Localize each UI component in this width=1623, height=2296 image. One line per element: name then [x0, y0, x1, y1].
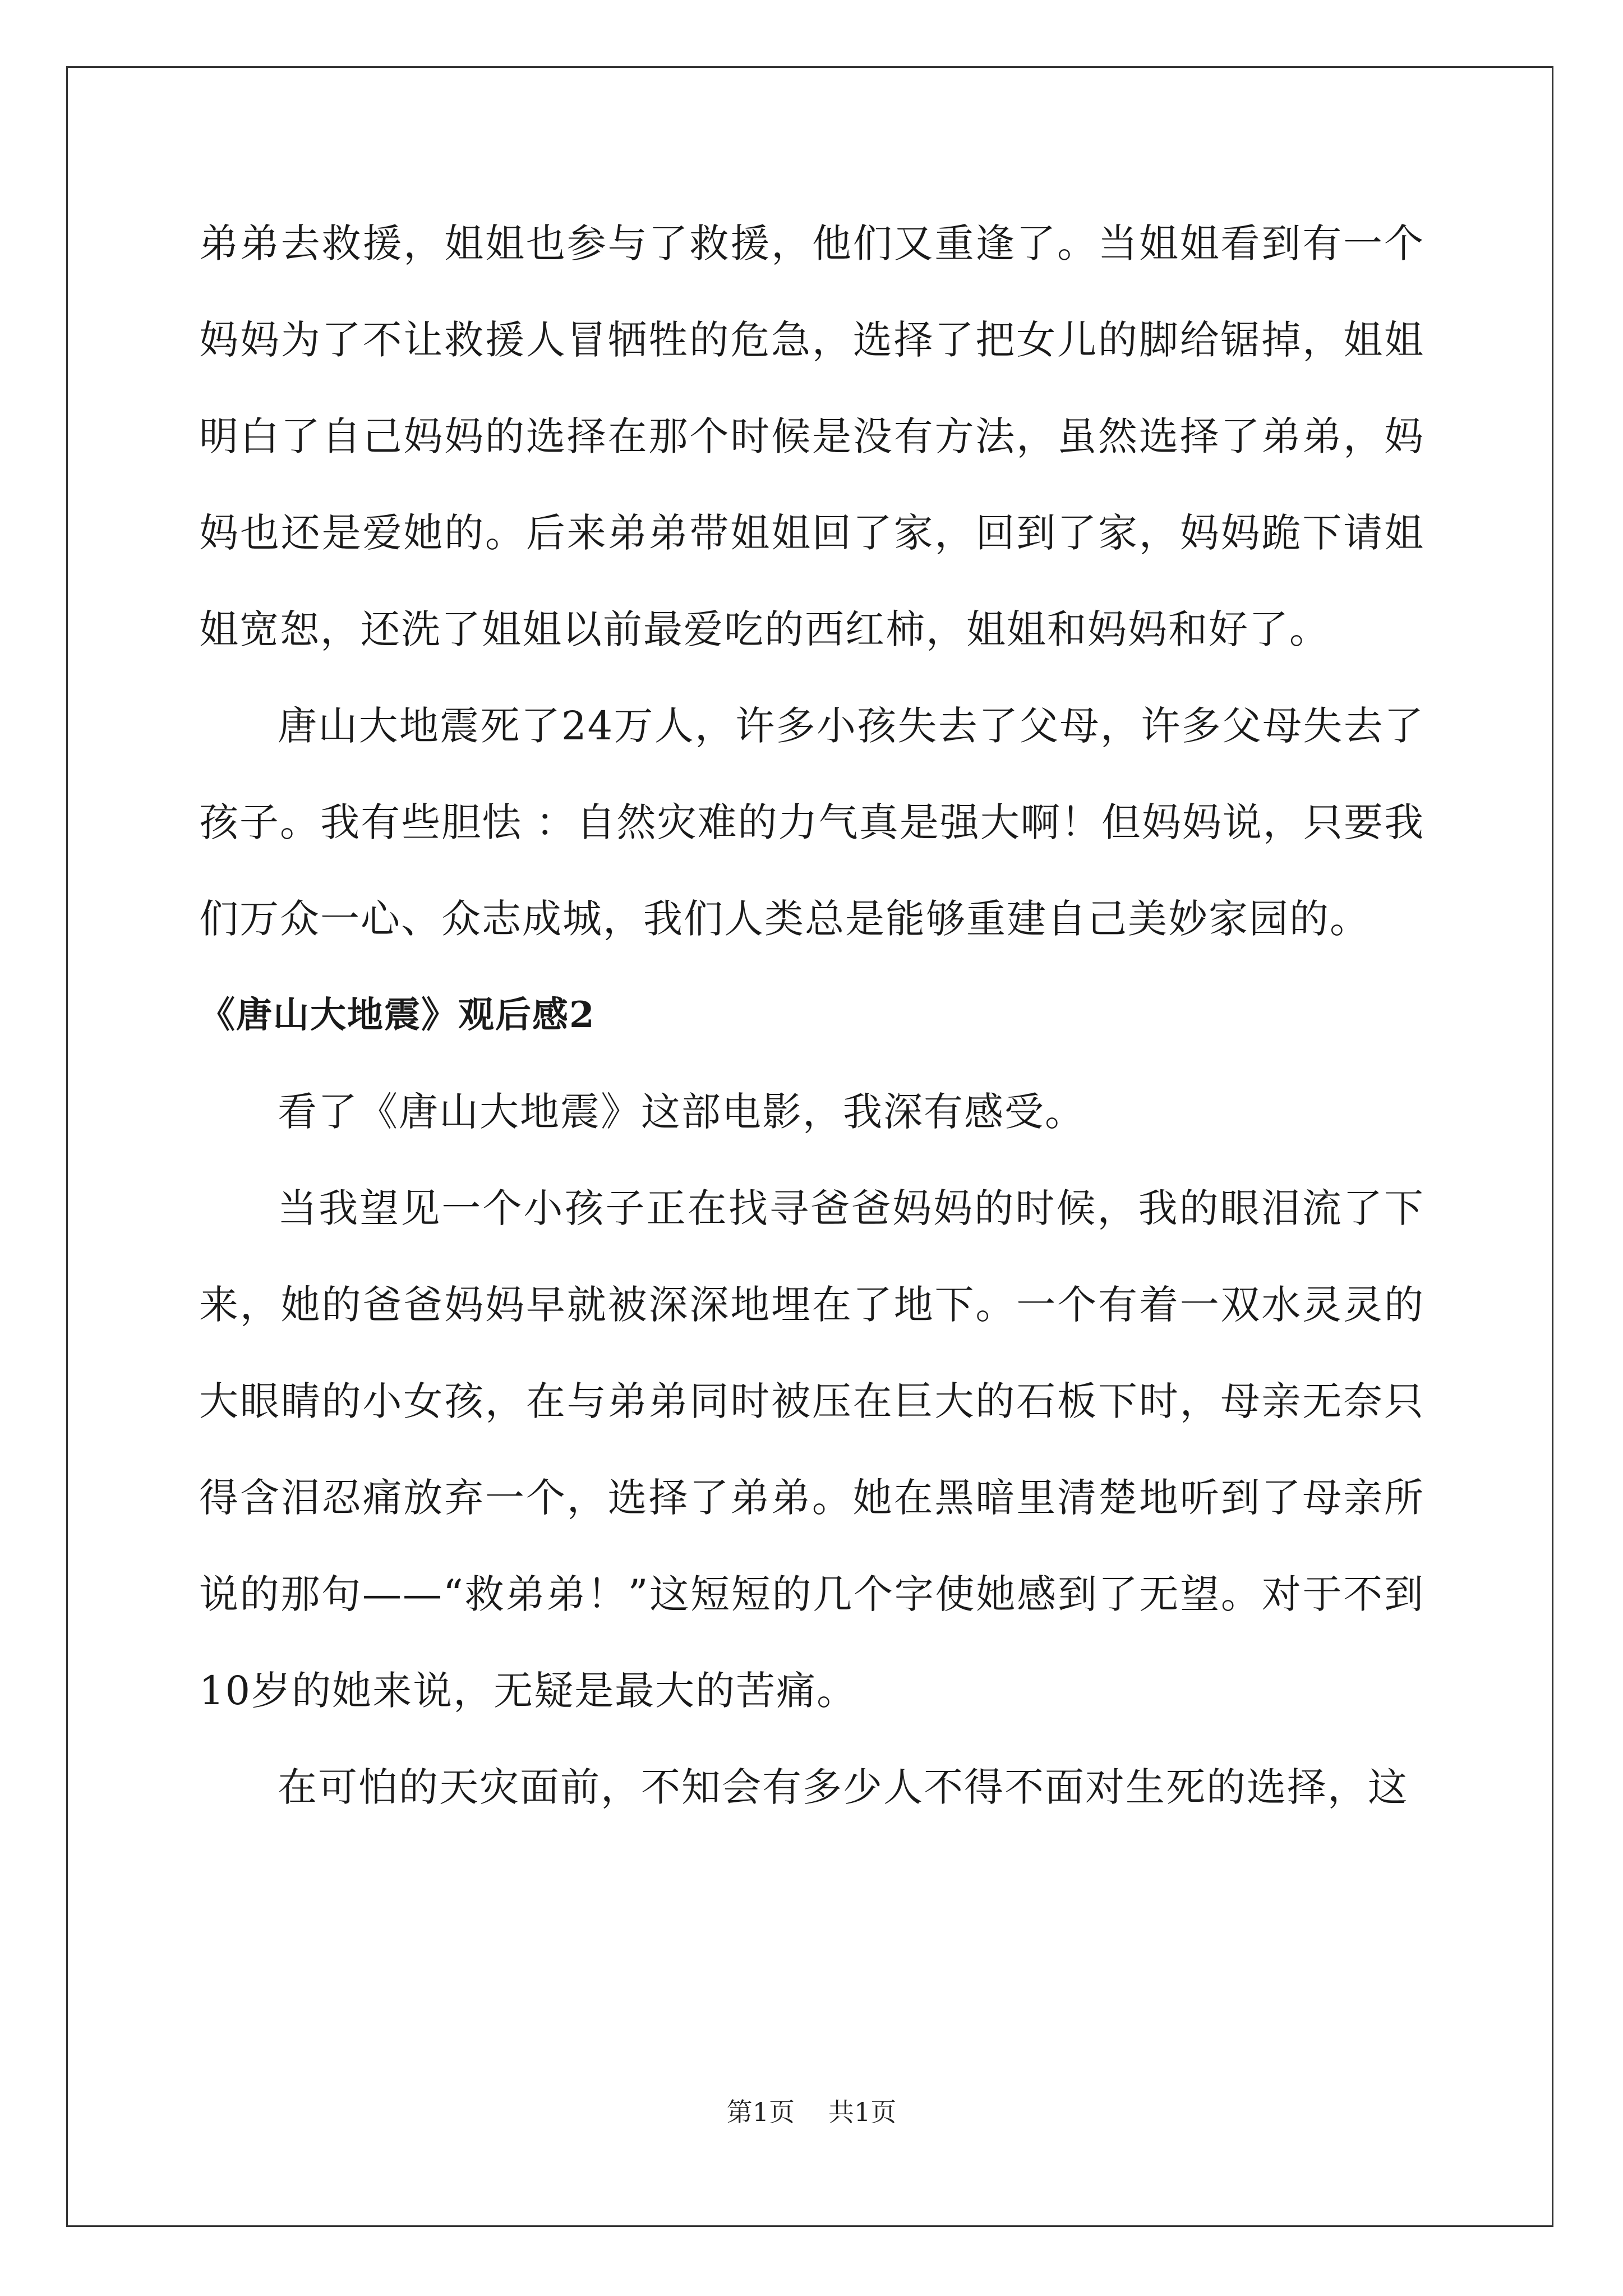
page-number: 第1页: [726, 2097, 795, 2127]
page-footer: [0, 2095, 1623, 2129]
paragraph-continuation: 弟弟去救援，姐姐也参与了救援，他们又重逢了。当姐姐看到有一个妈妈为了不让救援人冒牺牲的危急，选择了把女儿的脚给锯掉，姐姐明白了自己妈妈的选择在那个时候是没有方法，虽然选择了弟弟，妈妈也还是爱她的。后来弟弟带姐姐回了家，回到了家，妈妈跪下请姐姐宽恕，还洗了姐姐以前最爱吃的西红柿，姐姐和妈妈和好了。: [199, 220, 1424, 652]
page-total: 共1页: [828, 2097, 897, 2127]
paragraph-intro: 看了《唐山大地震》这部电影，我深有感受。: [278, 1089, 1085, 1135]
paragraph-story: 当我望见一个小孩子正在找寻爸爸妈妈的时候，我的眼泪流了下来，她的爸爸妈妈早就被深深地埋在了地下。一个有着一双水灵灵的大眼睛的小女孩，在与弟弟同时被压在巨大的石板下时，母亲无奈只得含泪忍痛放弃一个，选择了弟弟。她在黑暗里清楚地听到了母亲所说的那句——“救弟弟！”这短短的几个字使她感到了无望。对于不到10岁的她来说，无疑是最大的苦痛。: [199, 1185, 1424, 1714]
document-body: [199, 195, 1424, 1835]
paragraph-earthquake-reflection: 唐山大地震死了24万人，许多小孩失去了父母，许多父母失去了孩子。我有些胆怯 ：自然灾难的力气真是强大啊！但妈妈说，只要我们万众一心、众志成城，我们人类总是能够重建自己美妙家园的。: [199, 703, 1424, 942]
paragraph-closing: 在可怕的天灾面前，不知会有多少人不得不面对生死的选择，这: [278, 1764, 1408, 1810]
section-heading: 《唐山大地震》观后感2: [199, 994, 596, 1036]
